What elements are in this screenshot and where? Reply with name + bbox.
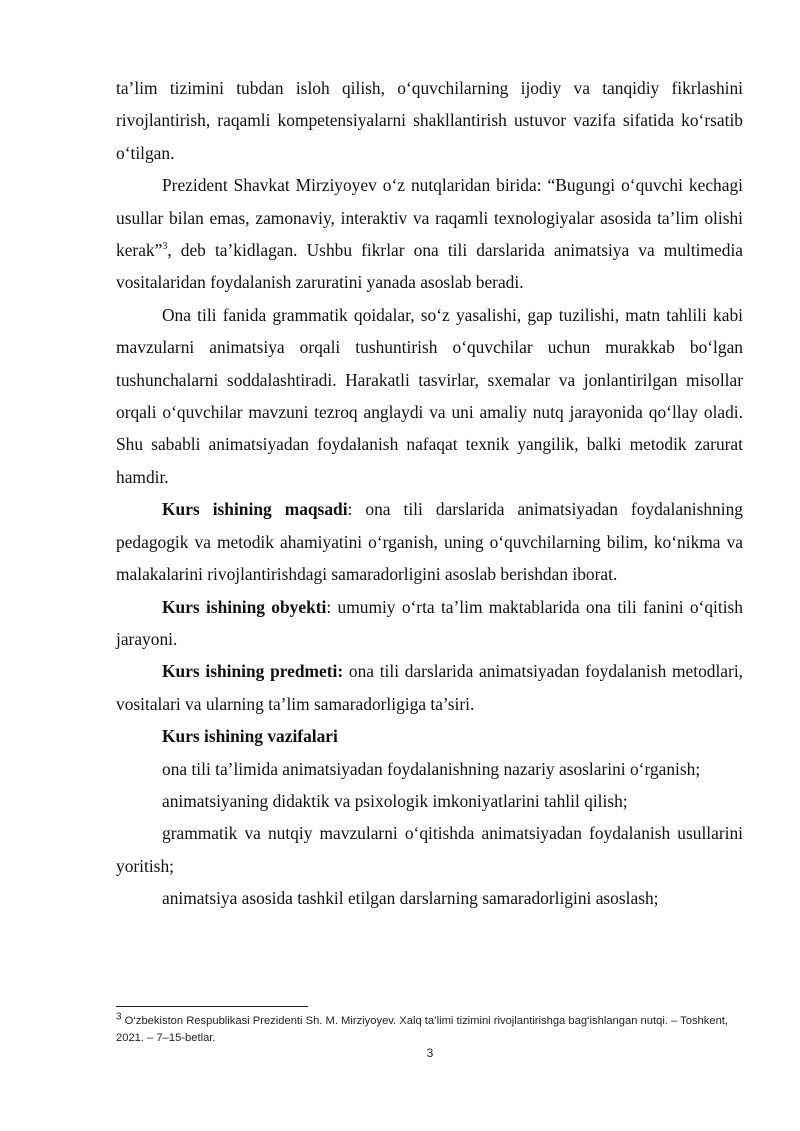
subject-text: ona tili darslarida animatsiyadan foydalanish metodlari, vositalari va ularning ta’lim samaradorligiga ta’siri. — [116, 661, 743, 714]
paragraph-president-quote — [116, 169, 743, 299]
footnote-divider — [116, 1006, 308, 1007]
paragraph-goal — [116, 493, 743, 590]
task-item: ona tili ta’limida animatsiyadan foydalanishning nazariy asoslarini o‘rganish; — [162, 758, 701, 779]
task-item: animatsiya asosida tashkil etilgan darslarning samaradorligini asoslash; — [162, 888, 659, 909]
footnote — [116, 1013, 743, 1047]
paragraph-object — [116, 591, 743, 656]
goal-label: Kurs ishining maqsadi — [162, 499, 348, 520]
quote-followup: , deb ta’kidlagan. Ushbu fikrlar ona tili darslarida animatsiya va multimedia vositalaridan foydalanish zaruratini yanada asoslab beradi. — [116, 240, 743, 293]
page-number: 3 — [426, 1046, 434, 1060]
goal-text: : ona tili darslarida animatsiyadan foydalanishning pedagogik va metodik ahamiyatini o‘rganish, uning o‘quvchilarning bilim, ko‘nikma va malakalarini rivojlantirishdagi samaradorligini asoslab berishdan iborat. — [116, 499, 743, 585]
tasks-heading — [116, 720, 743, 752]
body-text — [116, 72, 743, 915]
footnote-text: O‘zbekiston Respublikasi Prezidenti Sh. M. Mirziyoyev. Xalq ta’limi tizimini rivojlantirishga bag‘ishlangan nutqi. – Toshkent, 2021. – 7–15-betlar. — [116, 1015, 729, 1044]
object-label: Kurs ishining obyekti — [162, 596, 327, 617]
footnote-number: 3 — [116, 1011, 122, 1023]
paragraph-subject — [116, 655, 743, 720]
task-item: grammatik va nutqiy mavzularni o‘qitishda animatsiyadan foydalanish usullarini yoritish; — [116, 823, 743, 876]
paragraph-animation-benefits: Ona tili fanida grammatik qoidalar, so‘z yasalishi, gap tuzilishi, matn tahlili kabi mavzularni animatsiya orqali tushuntirish o‘quvchilar uchun murakkab bo‘lgan tushunchalarni soddalashtiradi. Harakatli tasvirlar, sxemalar va jonlantirilgan misollar orqali o‘quvchilar mavzuni tezroq anglaydi va uni amaliy nutq jarayonida qo‘llay oladi. Shu sababli animatsiyadan foydalanish nafaqat texnik yangilik, balki metodik zarurat hamdir. — [116, 304, 743, 487]
subject-label: Kurs ishining predmeti: — [162, 661, 344, 682]
tasks-label: Kurs ishining vazifalari — [162, 726, 338, 747]
paragraph-intro-continuation: ta’lim tizimini tubdan isloh qilish, o‘quvchilarning ijodiy va tanqidiy fikrlashini rivojlantirish, raqamli kompetensiyalarni shakllantirish ustuvor vazifa sifatida ko‘rsatib o‘tilgan. — [116, 78, 743, 163]
footnote-reference[interactable]: 3 — [162, 241, 168, 253]
quote-text: Prezident Shavkat Mirziyoyev o‘z nutqlaridan birida: “Bugungi o‘quvchi kechagi usullar bilan emas, zamonaviy, interaktiv va raqamli texnologiyalar asosida ta’lim olishi kerak” — [116, 175, 743, 261]
task-item: animatsiyaning didaktik va psixologik imkoniyatlarini tahlil qilish; — [162, 790, 628, 811]
object-text: : umumiy o‘rta ta’lim maktablarida ona tili fanini o‘qitish jarayoni. — [116, 596, 743, 649]
